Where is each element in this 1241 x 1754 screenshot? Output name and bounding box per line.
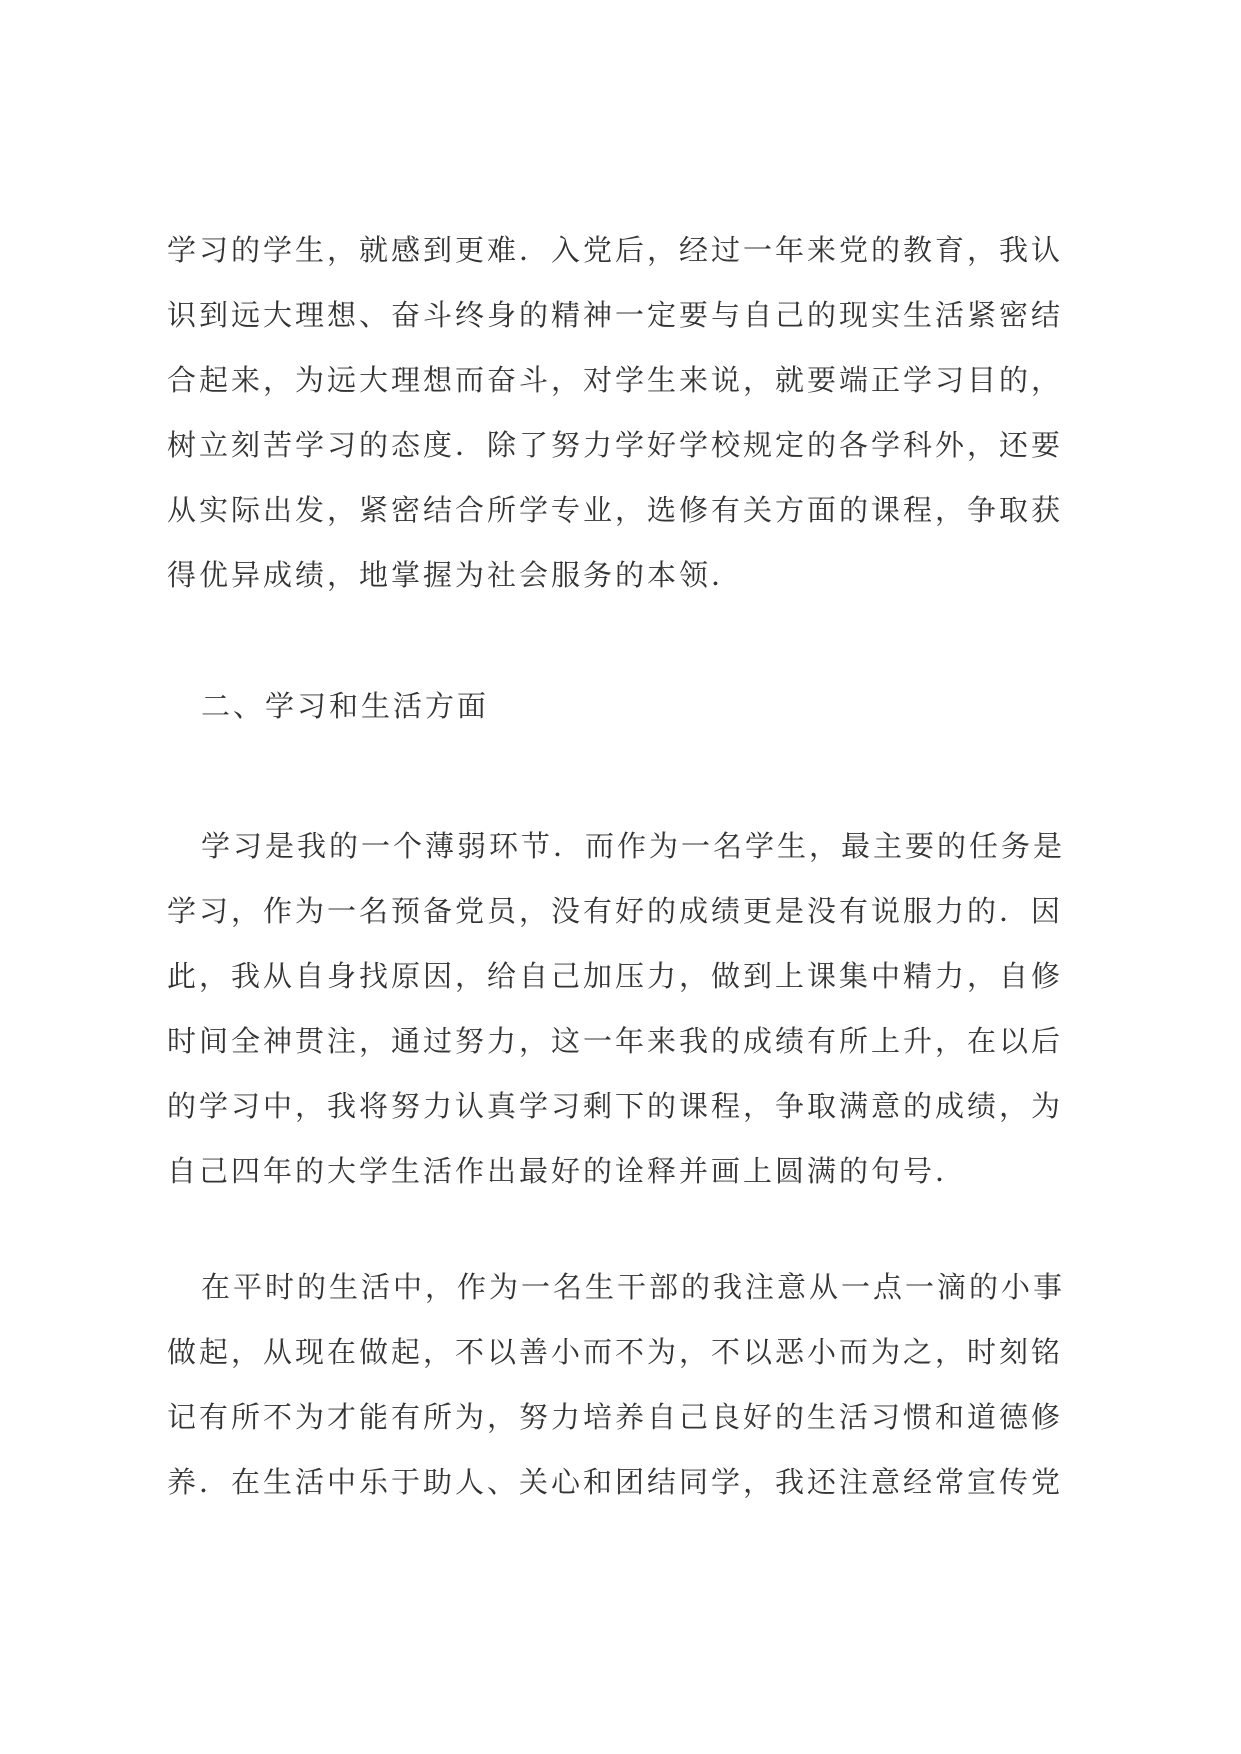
paragraph-line: 树立刻苦学习的态度．除了努力学好学校规定的各学科外，还要 <box>167 428 1064 462</box>
paragraph-line: 在平时的生活中，作为一名生干部的我注意从一点一滴的小事 <box>201 1270 1066 1304</box>
paragraph-line: 合起来，为远大理想而奋斗，对学生来说，就要端正学习目的， <box>167 363 1064 397</box>
paragraph-3 <box>167 1255 1087 1515</box>
paragraph-1 <box>167 218 1087 608</box>
paragraph-line: 学习，作为一名预备党员，没有好的成绩更是没有说服力的．因 <box>167 894 1064 928</box>
paragraph-line: 此，我从自身找原因，给自己加压力，做到上课集中精力，自修 <box>167 959 1064 993</box>
paragraph-line: 识到远大理想、奋斗终身的精神一定要与自己的现实生活紧密结 <box>167 298 1064 332</box>
paragraph-line: 得优异成绩，地掌握为社会服务的本领． <box>167 558 744 592</box>
paragraph-line: 的学习中，我将努力认真学习剩下的课程，争取满意的成绩，为 <box>167 1089 1064 1123</box>
paragraph-line: 做起，从现在做起，不以善小而不为，不以恶小而为之，时刻铭 <box>167 1335 1064 1369</box>
paragraph-line: 从实际出发，紧密结合所学专业，选修有关方面的课程，争取获 <box>167 493 1064 527</box>
paragraph-line: 学习的学生，就感到更难．入党后，经过一年来党的教育，我认 <box>167 233 1064 267</box>
paragraph-line: 记有所不为才能有所为，努力培养自己良好的生活习惯和道德修 <box>167 1400 1064 1434</box>
paragraph-line: 时间全神贯注，通过努力，这一年来我的成绩有所上升，在以后 <box>167 1024 1064 1058</box>
paragraph-line: 自己四年的大学生活作出最好的诠释并画上圆满的句号． <box>167 1154 968 1188</box>
section-heading <box>167 674 1087 739</box>
section-heading-text: 二、学习和生活方面 <box>201 689 490 723</box>
paragraph-2 <box>167 814 1087 1204</box>
paragraph-line: 养．在生活中乐于助人、关心和团结同学，我还注意经常宣传党 <box>167 1465 1064 1499</box>
paragraph-line: 学习是我的一个薄弱环节．而作为一名学生，最主要的任务是 <box>201 829 1066 863</box>
